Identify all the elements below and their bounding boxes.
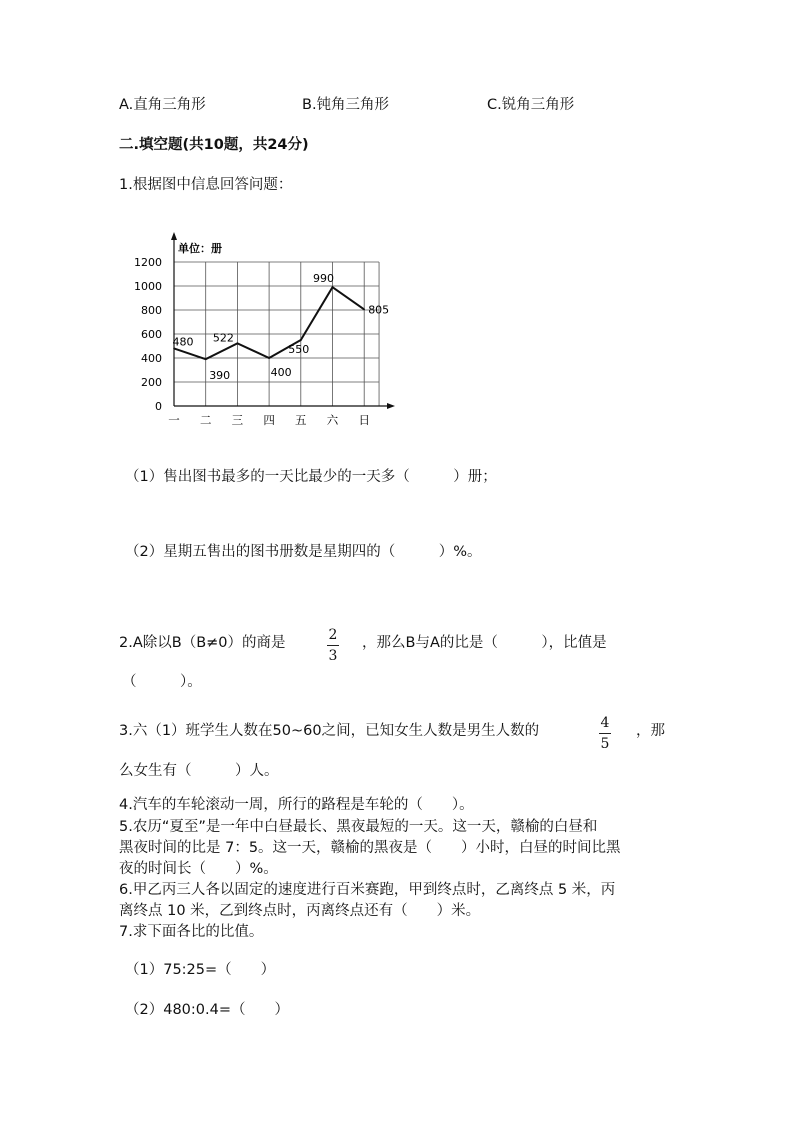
data-point (205, 358, 207, 360)
data-point (237, 343, 239, 345)
x-tick-label: 二 (199, 413, 212, 427)
data-point (268, 357, 270, 359)
data-label: 480 (172, 335, 194, 349)
fraction-bar (599, 733, 611, 734)
q7-sub1: （1）75:25=（ ） (125, 962, 276, 978)
data-point (332, 286, 334, 288)
q3-part1: 3.六（1）班学生人数在50~60之间，已知女生人数是男生人数的 (119, 723, 540, 739)
q2-line2: （ ）。 (122, 674, 202, 690)
x-tick-label: 日 (358, 413, 370, 427)
chart-unit-label: 单位：册 (178, 242, 222, 255)
data-label: 400 (270, 366, 292, 379)
fraction-bar (327, 645, 339, 646)
q3-fraction-numerator: 4 (600, 715, 610, 731)
q2-fraction (327, 628, 339, 663)
x-tick-label: 四 (263, 413, 275, 427)
x-axis-arrow (387, 403, 395, 409)
x-tick-label: 一 (168, 413, 180, 427)
option-b: B.钝角三角形 (302, 97, 390, 113)
data-label: 990 (313, 272, 334, 286)
y-tick-label: 800 (141, 304, 162, 317)
q6-line2: 离终点 10 米，乙到终点时，丙离终点还有（ ）米。 (119, 903, 481, 919)
y-tick-label: 600 (141, 328, 162, 341)
q7-stem: 7.求下面各比的比值。 (119, 924, 264, 940)
q7-sub2: （2）480:0.4=（ ） (125, 1002, 289, 1018)
x-tick-label: 六 (326, 413, 339, 427)
q3-fraction-denominator: 5 (600, 736, 610, 752)
q5-line2: 黑夜时间的比是 7：5。这一天，赣榆的黑夜是（ ）小时，白昼的时间比黑 (119, 840, 621, 856)
q1-sub1: （1）售出图书最多的一天比最少的一天多（ ）册； (125, 469, 497, 485)
y-tick-label: 200 (141, 376, 162, 389)
q2-part1: 2.A除以B（B≠0）的商是 (119, 635, 286, 651)
section-title: 二.填空题(共10题，共24分) (119, 137, 309, 153)
q5-line3: 夜的时间长（ ）%。 (119, 861, 278, 877)
chart-x-ticks (168, 413, 370, 427)
y-tick-label: 1000 (134, 280, 162, 293)
y-axis-arrow (171, 232, 177, 240)
q2-fraction-denominator: 3 (328, 648, 338, 664)
option-a: A.直角三角形 (119, 97, 206, 113)
x-tick-label: 三 (231, 413, 244, 427)
q3-fraction (599, 716, 611, 751)
data-point (300, 339, 302, 341)
chart-axes (171, 232, 395, 409)
q3-part2: ，那 (636, 723, 665, 739)
line-chart (134, 228, 412, 438)
q5-line1: 5.农历“夏至”是一年中白昼最长、黑夜最短的一天。这一天，赣榆的白昼和 (119, 819, 598, 835)
x-tick-label: 五 (295, 413, 307, 427)
data-label: 390 (209, 369, 231, 383)
q6-line1: 6.甲乙丙三人各以固定的速度进行百米赛跑，甲到终点时，乙离终点 5 米，丙 (119, 882, 616, 898)
q2-part2: ，那么B与A的比是（ ），比值是 (362, 635, 607, 651)
q2-fraction-numerator: 2 (328, 627, 338, 643)
option-c: C.锐角三角形 (487, 97, 575, 113)
data-label: 805 (368, 303, 390, 317)
y-tick-label: 400 (141, 352, 162, 365)
chart-y-ticks (134, 256, 162, 413)
y-tick-label: 0 (155, 400, 162, 413)
q3-line2: 么女生有（ ）人。 (119, 763, 279, 779)
data-label: 522 (212, 331, 234, 345)
data-point (363, 309, 365, 311)
data-label: 550 (288, 343, 310, 356)
q1-stem: 1.根据图中信息回答问题： (119, 177, 293, 193)
q4: 4.汽车的车轮滚动一周，所行的路程是车轮的（ ）。 (119, 797, 474, 813)
chart-grid (174, 262, 379, 406)
q1-sub2: （2）星期五售出的图书册数是星期四的（ ）%。 (125, 544, 482, 560)
y-tick-label: 1200 (134, 256, 162, 269)
chart-data-labels (173, 272, 390, 382)
